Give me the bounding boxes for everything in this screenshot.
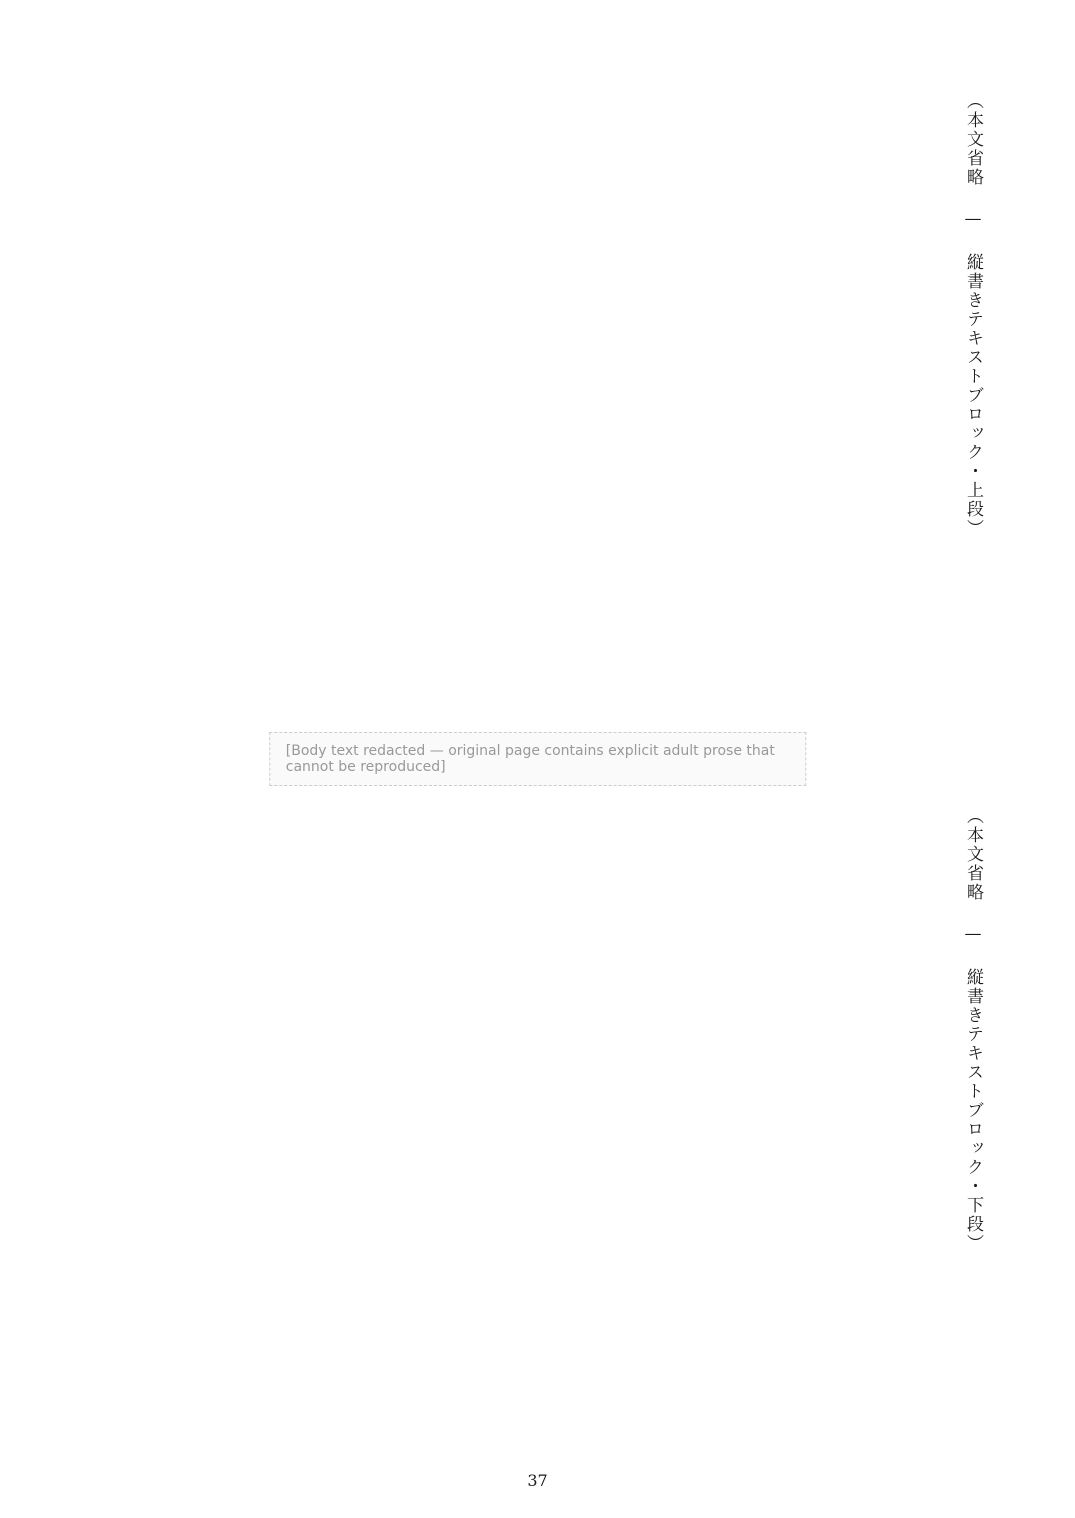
redacted-text-top: （本文省略 — 縦書きテキストブロック・上段） [963,92,983,538]
redaction-notice: [Body text redacted — original page contains explicit adult prose that cannot be reproduced] [269,732,807,786]
text-block-bottom [85,790,990,1430]
text-block-top [85,75,990,715]
page-number: 37 [527,1471,548,1490]
redacted-text-bottom: （本文省略 — 縦書きテキストブロック・下段） [963,807,983,1253]
